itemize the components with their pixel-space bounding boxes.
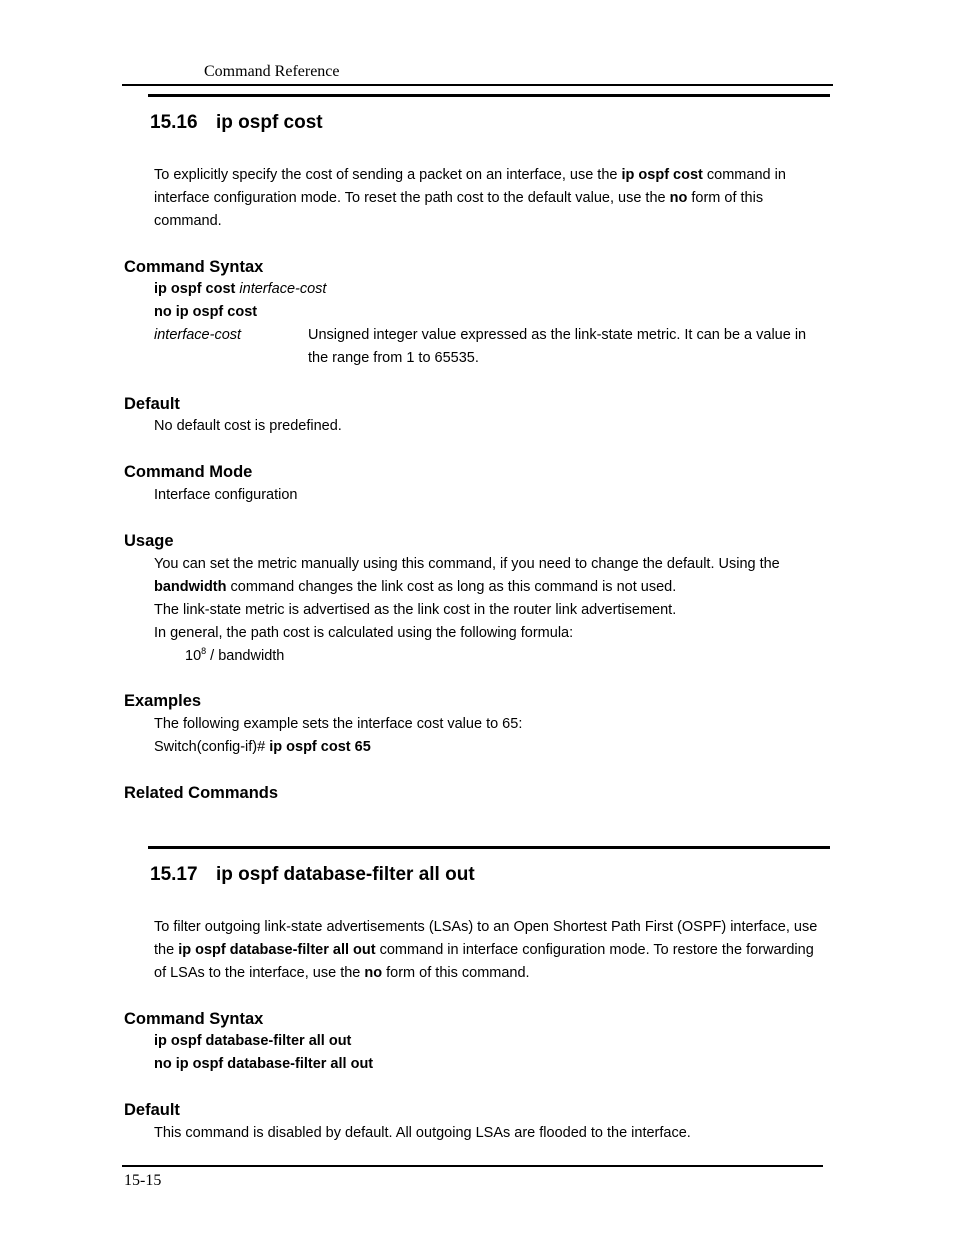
intro-keyword: no: [669, 190, 688, 206]
header-rule: [122, 84, 833, 86]
parameter-desc-line: the range from 1 to 65535.: [308, 350, 479, 366]
default-heading: Default: [124, 1101, 180, 1119]
intro-text: command.: [154, 213, 222, 229]
usage-heading: Usage: [124, 532, 174, 550]
usage-line: The link-state metric is advertised as the link cost in the router link advertisement.: [154, 602, 677, 618]
page-number: 15-15: [124, 1172, 162, 1189]
syntax-command: ip ospf database-filter all out: [154, 1033, 352, 1049]
syntax-command: ip ospf cost: [154, 281, 236, 297]
command-mode-heading: Command Mode: [124, 463, 253, 481]
intro-text: the: [154, 942, 179, 958]
examples-paragraph: [154, 713, 522, 759]
intro-text: To filter outgoing link-state advertisements (LSAs) to an Open Shortest Path First (OSPF) interface, use: [154, 919, 818, 935]
syntax-no-command: no ip ospf database-filter all out: [154, 1056, 374, 1072]
command-syntax-heading: Command Syntax: [124, 258, 264, 276]
syntax-no-command: no ip ospf cost: [154, 304, 258, 320]
footer-rule: [122, 1165, 823, 1167]
formula-rest: / bandwidth: [206, 648, 285, 664]
intro-text: command in interface configuration mode. To restore the forwarding: [375, 942, 814, 958]
intro-command: ip ospf database-filter all out: [178, 942, 376, 958]
section-number: 15.16: [150, 112, 198, 133]
section-title-15-17: [150, 864, 475, 886]
intro-text: form of this: [687, 190, 764, 206]
page-header-title: Command Reference: [204, 63, 340, 80]
formula-base: 10: [185, 648, 202, 664]
syntax-parameter: interface-cost: [239, 281, 327, 297]
section-number: 15.17: [150, 864, 198, 885]
intro-text: of LSAs to the interface, use the: [154, 965, 365, 981]
section-rule-15-17: [148, 846, 830, 849]
examples-heading: Examples: [124, 692, 202, 710]
parameter-name: interface-cost: [154, 327, 242, 343]
usage-line: You can set the metric manually using this command, if you need to change the default. Using the: [154, 556, 780, 572]
example-command: ip ospf cost 65: [269, 739, 371, 755]
usage-line: In general, the path cost is calculated using the following formula:: [154, 625, 574, 641]
formula-exponent: 8: [201, 646, 207, 656]
default-heading: Default: [124, 395, 180, 413]
usage-keyword: bandwidth: [154, 579, 227, 595]
section-heading: ip ospf cost: [216, 112, 323, 133]
intro-keyword: no: [364, 965, 383, 981]
command-syntax-lines: [154, 278, 326, 347]
example-text: The following example sets the interface cost value to 65:: [154, 716, 523, 732]
related-commands-heading: Related Commands: [124, 784, 279, 802]
intro-paragraph: [154, 164, 786, 233]
usage-line: command changes the link cost as long as this command is not used.: [226, 579, 677, 595]
intro-text: To explicitly specify the cost of sending a packet on an interface, use the: [154, 167, 622, 183]
usage-paragraph: [154, 553, 780, 668]
parameter-description: [308, 324, 806, 370]
section-rule-15-16: [148, 94, 830, 97]
command-mode-text: Interface configuration: [154, 487, 298, 503]
default-text: This command is disabled by default. All outgoing LSAs are flooded to the interface.: [154, 1125, 691, 1141]
intro-text: interface configuration mode. To reset the path cost to the default value, use the: [154, 190, 670, 206]
example-prompt: Switch(config-if)#: [154, 739, 270, 755]
command-syntax-heading: Command Syntax: [124, 1010, 264, 1028]
formula: [154, 645, 780, 668]
intro-text: form of this command.: [382, 965, 530, 981]
intro-text: command in: [702, 167, 786, 183]
intro-paragraph: [154, 916, 817, 985]
command-syntax-lines: [154, 1030, 373, 1076]
section-title-15-16: [150, 112, 323, 134]
section-heading: ip ospf database-filter all out: [216, 864, 475, 885]
default-text: No default cost is predefined.: [154, 418, 342, 434]
intro-command: ip ospf cost: [621, 167, 703, 183]
parameter-desc-line: Unsigned integer value expressed as the link-state metric. It can be a value in: [308, 327, 807, 343]
